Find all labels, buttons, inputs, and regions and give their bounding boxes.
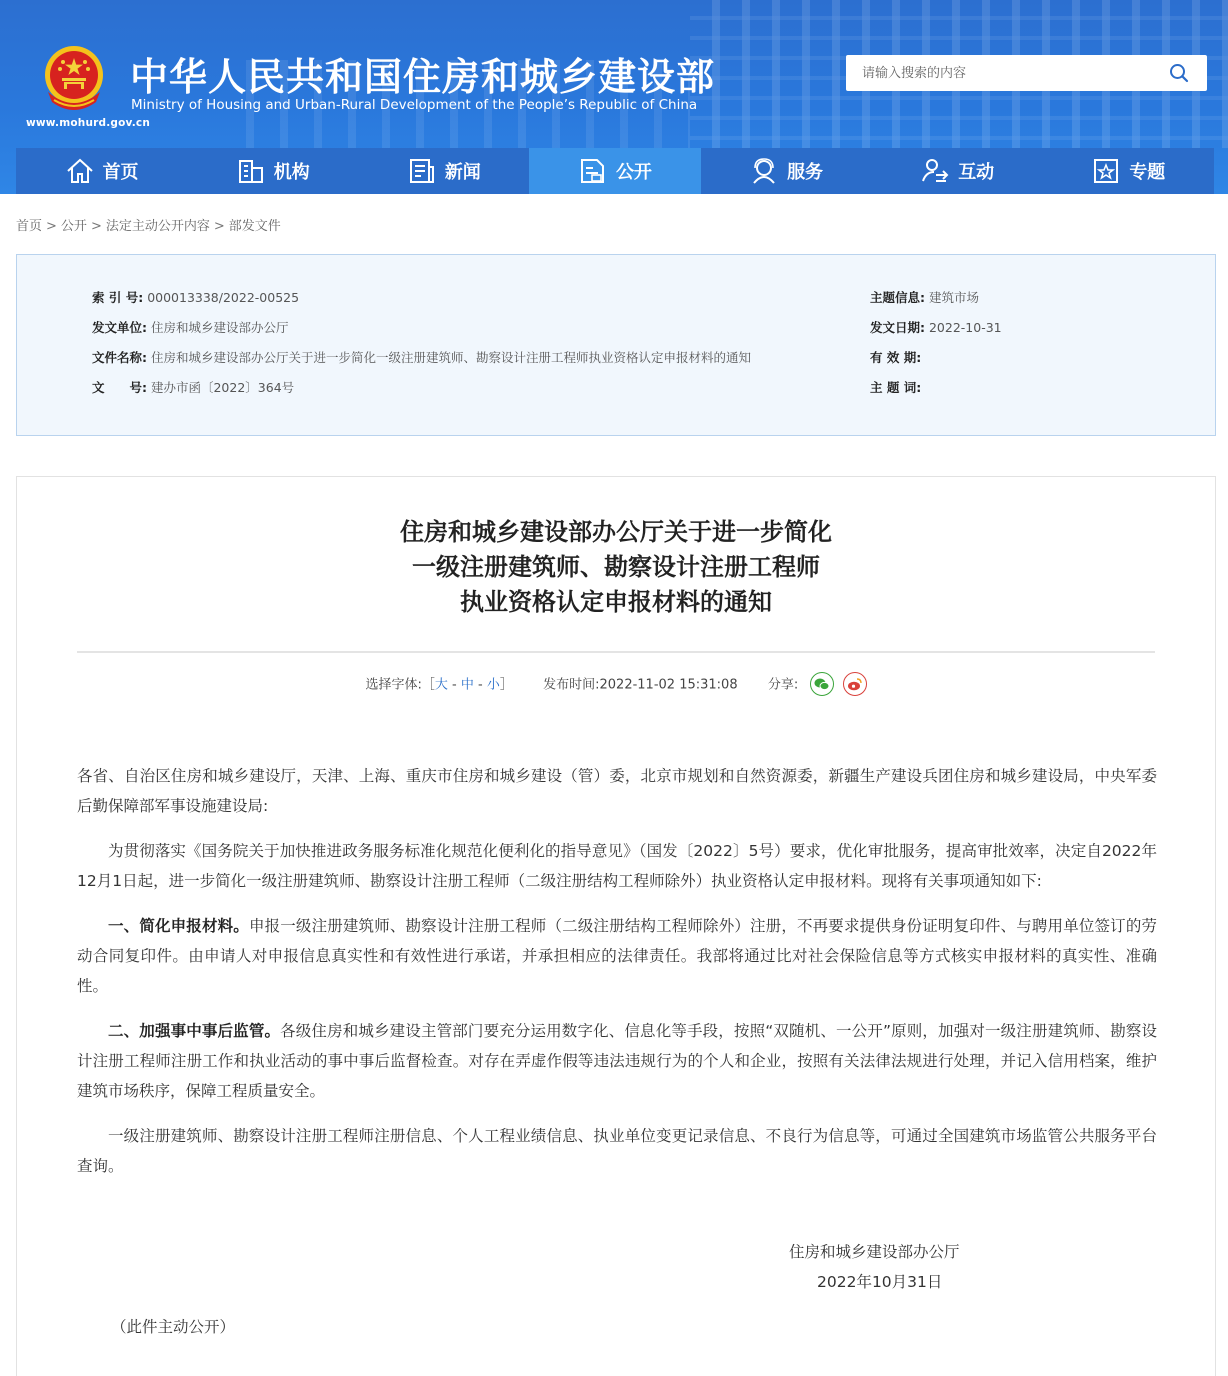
building-icon [236, 157, 266, 185]
font-size-separator: - [447, 677, 461, 693]
weibo-share-icon[interactable] [843, 672, 867, 696]
nav-item-label: 首页 [102, 162, 139, 183]
nav-item-label: 机构 [273, 162, 310, 183]
wechat-share-icon[interactable] [810, 672, 834, 696]
signature-org: 住房和城乡建设部办公厅 [789, 1243, 960, 1261]
document-icon [578, 157, 608, 185]
nav-item-label: 新闻 [444, 162, 481, 183]
section-heading: 一、简化申报材料。 [108, 917, 249, 935]
font-size-label: 选择字体:［ [365, 677, 435, 693]
info-date [870, 318, 1002, 336]
search-box [846, 55, 1207, 91]
title-divider [77, 651, 1155, 653]
breadcrumb-separator: > [90, 219, 102, 234]
breadcrumb-home[interactable]: 首页 [16, 219, 43, 234]
article-container [16, 476, 1216, 1376]
signature-date: 2022年10月31日 [817, 1273, 943, 1291]
info-value: 2022-10-31 [928, 320, 1002, 335]
search-icon[interactable] [1169, 63, 1189, 83]
nav-item-label: 专题 [1129, 162, 1166, 183]
section-text: 申报一级注册建筑师、勘察设计注册工程师（二级注册结构工程师除外）注册，不再要求提供身份证明复印件、与聘用单位签订的劳动合同复印件。由申请人对申报信息真实性和有效性进行承诺，并承担相应的法律责任。我部将通过比对社会保险信息等方式核实申报材料的真实性、准确性。 [77, 917, 1157, 995]
info-value: 住房和城乡建设部办公厅关于进一步简化一级注册建筑师、勘察设计注册工程师执业资格认定申报材料的通知 [150, 350, 751, 365]
share-label: 分享: [767, 677, 799, 693]
nav-item-org[interactable] [187, 148, 358, 194]
info-validity [870, 348, 921, 366]
info-value: 000013338/2022-00525 [147, 290, 300, 305]
nav-item-public[interactable] [529, 148, 700, 194]
info-issuer [92, 318, 289, 336]
font-size-selector [365, 678, 512, 693]
paragraph-intro: 为贯彻落实《国务院关于加快推进政务服务标准化规范化便利化的指导意见》（国发〔2022〕5号）要求，优化审批服务，提高审批效率，决定自2022年12月1日起，进一步简化一级注册建筑师、勘察设计注册工程师（二级注册结构工程师除外）执业资格认定申报材料。现将有关事项通知如下: [77, 842, 1157, 890]
info-label: 索 引 号: [92, 290, 144, 305]
site-title-en: Ministry of Housing and Urban-Rural Development of the People’s Republic of China [131, 97, 698, 113]
breadcrumb-statutory[interactable]: 法定主动公开内容 [105, 219, 210, 234]
info-label: 发文日期: [870, 320, 925, 335]
info-value: 建筑市场 [928, 290, 979, 305]
info-label: 发文单位: [92, 320, 147, 335]
service-icon [749, 157, 779, 185]
paragraph-closing: 一级注册建筑师、勘察设计注册工程师注册信息、个人工程业绩信息、执业单位变更记录信息、不良行为信息等，可通过全国建筑市场监管公共服务平台查询。 [77, 1127, 1157, 1175]
nav-item-label: 互动 [958, 162, 995, 183]
publish-time: 2022-11-02 15:31:08 [599, 677, 738, 693]
paragraph-section-2 [77, 1016, 1157, 1106]
section-heading: 二、加强事中事后监管。 [108, 1022, 281, 1040]
nav-item-service[interactable] [701, 148, 872, 194]
nav-item-label: 公开 [615, 162, 652, 183]
wechat-icon [811, 673, 833, 695]
publish-time-label: 发布时间: [543, 677, 600, 693]
info-topic [870, 288, 979, 306]
site-title-cn[interactable]: 中华人民共和国住房和城乡建设部 [130, 55, 716, 99]
breadcrumb-current[interactable]: 部发文件 [228, 219, 281, 234]
national-emblem-icon[interactable] [40, 42, 108, 114]
public-note: （此件主动公开） [111, 1318, 236, 1336]
info-label: 主 题 词: [870, 380, 922, 395]
site-header [0, 0, 1228, 194]
article-title-line: 执业资格认定申报材料的通知 [460, 588, 772, 616]
home-icon [65, 157, 95, 185]
breadcrumb-separator: > [213, 219, 225, 234]
nav-item-interaction[interactable] [872, 148, 1043, 194]
article-body [77, 761, 1157, 1196]
search-input[interactable] [846, 55, 1146, 91]
info-value: 建办市函〔2022〕364号 [150, 380, 295, 395]
info-label: 有 效 期: [870, 350, 922, 365]
nav-item-topics[interactable] [1043, 148, 1214, 194]
interaction-icon [920, 157, 950, 185]
info-keywords [870, 378, 921, 396]
site-url: www.mohurd.gov.cn [26, 117, 151, 129]
main-nav [16, 148, 1214, 194]
paragraph-section-1 [77, 911, 1157, 1001]
info-doc-number [92, 378, 294, 396]
breadcrumb [16, 215, 281, 234]
breadcrumb-separator: > [46, 219, 57, 234]
nav-item-home[interactable] [16, 148, 187, 194]
nav-item-news[interactable] [358, 148, 529, 194]
font-size-separator: - [473, 677, 487, 693]
info-index [92, 288, 299, 306]
article-title-line: 住房和城乡建设部办公厅关于进一步简化 [400, 518, 832, 546]
document-info-panel [16, 254, 1216, 436]
salutation: 各省、自治区住房和城乡建设厅，天津、上海、重庆市住房和城乡建设（管）委，北京市规划和自然资源委，新疆生产建设兵团住房和城乡建设局，中央军委后勤保障部军事设施建设局: [77, 767, 1157, 815]
font-medium-link[interactable]: 中 [460, 677, 474, 693]
weibo-icon [844, 673, 866, 695]
nav-item-label: 服务 [787, 162, 824, 183]
breadcrumb-public[interactable]: 公开 [60, 219, 87, 234]
article-title-line: 一级注册建筑师、勘察设计注册工程师 [412, 553, 820, 581]
article-meta [17, 673, 1215, 697]
info-label: 文 号: [92, 380, 147, 395]
info-value: 住房和城乡建设部办公厅 [150, 320, 289, 335]
info-label: 文件名称: [92, 350, 147, 365]
info-doc-name [92, 348, 751, 366]
font-small-link[interactable]: 小 [486, 677, 500, 693]
news-icon [407, 157, 437, 185]
star-icon [1091, 157, 1121, 185]
info-label: 主题信息: [870, 290, 925, 305]
section-text: 各级住房和城乡建设主管部门要充分运用数字化、信息化等手段，按照“双随机、一公开”原则，加强对一级注册建筑师、勘察设计注册工程师注册工作和执业活动的事中事后监督检查。对存在弄虚作假等违法违规行为的个人和企业，按照有关法律法规进行处理，并记入信用档案，维护建筑市场秩序，保障工程质量安全。 [77, 1022, 1157, 1100]
font-size-close: ］ [499, 677, 513, 693]
article-title [17, 515, 1215, 620]
font-large-link[interactable]: 大 [434, 677, 448, 693]
